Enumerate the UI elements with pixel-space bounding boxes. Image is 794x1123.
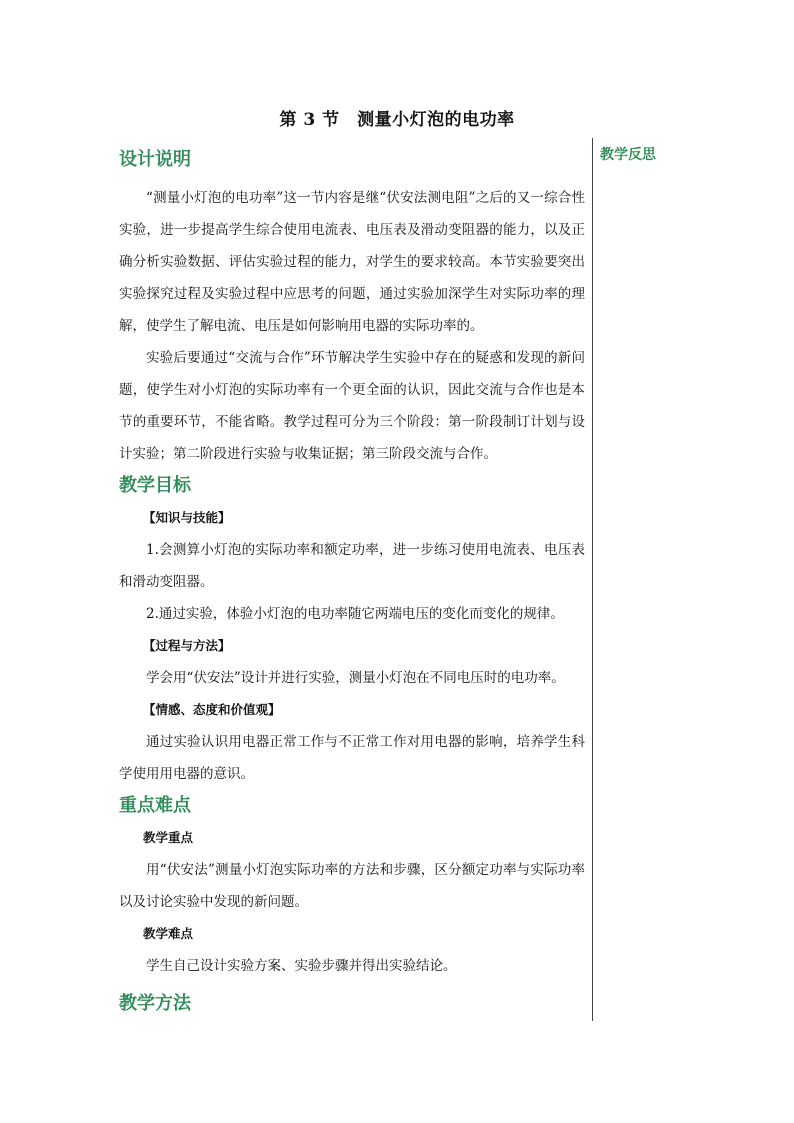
process-method-heading: 【过程与方法】 [143, 638, 231, 653]
process-method-text: 学会用“伏安法”设计并进行实验，测量小灯泡在不同电压时的电功率。 [146, 670, 565, 686]
knowledge-item-1: 1.会测算小灯泡的实际功率和额定功率，进一步练习使用电流表、电压表和滑动变阻器。 [119, 542, 585, 590]
page-title: 第 3 节 测量小灯泡的电功率 [279, 110, 515, 130]
main-content [119, 146, 585, 1018]
teaching-key-point-heading: 教学重点 [143, 830, 194, 845]
knowledge-item-2: 2.通过实验，体验小灯泡的电功率随它两端电压的变化而变化的规律。 [146, 606, 564, 622]
design-paragraph-2: 实验后要通过“交流与合作”环节解决学生实验中存在的疑惑和发现的新问题，使学生对小灯泡的实际功率有一个更全面的认识，因此交流与合作也是本节的重要环节，不能省略。教学过程可分为三个阶段：第一阶段制订计划与设计实验；第二阶段进行实验与收集证据；第三阶段交流与合作。 [119, 350, 585, 462]
design-notes-heading: 设计说明 [119, 149, 191, 170]
design-paragraph-1: “测量小灯泡的电功率”这一节内容是继“伏安法测电阻”之后的又一综合性实验，进一步提高学生综合使用电流表、电压表及滑动变阻器的能力，以及正确分析实验数据、评估实验过程的能力，对学生的要求较高。本节实验要突出实验探究过程及实验过程中应思考的问题，通过实验加深学生对实际功率的理解，使学生了解电流、电压是如何影响用电器的实际功率的。 [119, 190, 585, 334]
column-divider [592, 138, 593, 1021]
teaching-methods-heading: 教学方法 [119, 993, 191, 1014]
emotion-values-heading: 【情感、态度和价值观】 [143, 702, 281, 717]
knowledge-skills-heading: 【知识与技能】 [143, 510, 231, 525]
teaching-difficulty-heading: 教学难点 [143, 926, 194, 941]
teaching-key-point-text: 用“伏安法”测量小灯泡实际功率的方法和步骤，区分额定功率与实际功率以及讨论实验中发现的新问题。 [119, 862, 585, 910]
key-difficult-points-heading: 重点难点 [119, 795, 191, 816]
teaching-goals-heading: 教学目标 [119, 475, 191, 496]
teaching-reflection-heading: 教学反思 [600, 147, 656, 163]
emotion-values-text: 通过实验认识用电器正常工作与不正常工作对用电器的影响，培养学生科学使用用电器的意识。 [119, 734, 585, 782]
teaching-difficulty-text: 学生自己设计实验方案、实验步骤并得出实验结论。 [146, 958, 457, 974]
